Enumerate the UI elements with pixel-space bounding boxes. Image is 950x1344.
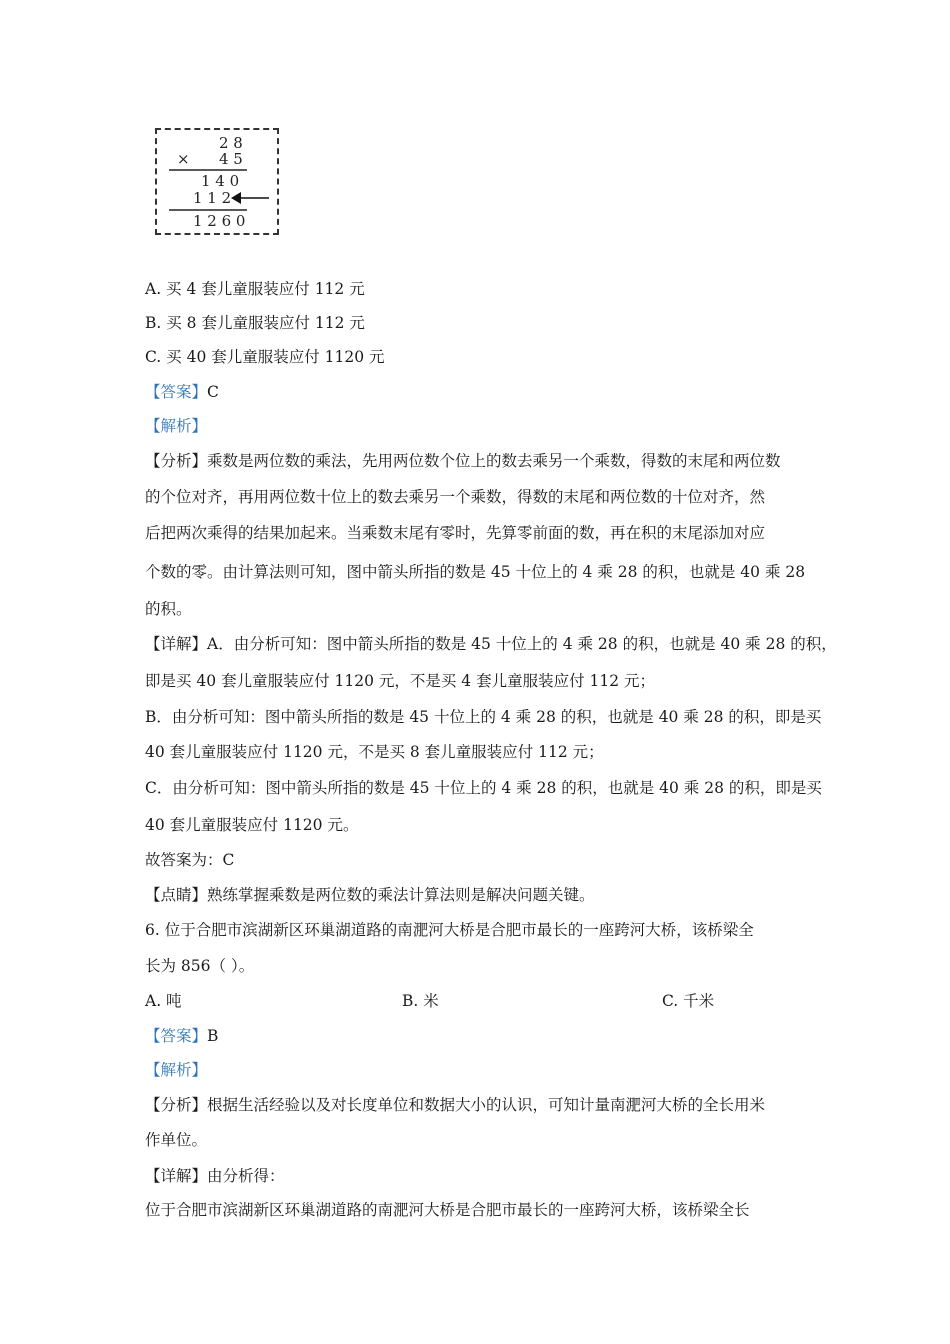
q5-xiangjie-line-6: 40 套儿童服装应付 1120 元。 [145, 816, 359, 834]
q6-option-a: A. 吨 [145, 992, 182, 1010]
q5-answer [145, 382, 219, 402]
answer-value: B [207, 1027, 219, 1045]
q5-xiangjie-line-3: B．由分析可知：图中箭头所指的数是 45 十位上的 4 乘 28 的积，也就是 40 乘 28 的积，即是买 [145, 708, 822, 726]
answer-tag: 【答案】 [145, 383, 208, 401]
xiangjie-text-1: A．由分析可知：图中箭头所指的数是 45 十位上的 4 乘 28 的积，也就是 40 乘 28 的积， [207, 635, 837, 653]
times-sign: × [177, 150, 190, 168]
xiangjie-tag: 【详解】 [145, 635, 208, 653]
q6-last-line: 位于合肥市滨湖新区环巢湖道路的南淝河大桥是合肥市最长的一座跨河大桥，该桥梁全长 [145, 1201, 750, 1219]
q6-option-c: C. 千米 [662, 992, 715, 1010]
q5-xiangjie-line-5: C．由分析可知：图中箭头所指的数是 45 十位上的 4 乘 28 的积，也就是 40 乘 28 的积，即是买 [145, 779, 822, 797]
q6-fenxi-line-1 [145, 1095, 765, 1115]
q6-jiexi-tag: 【解析】 [145, 1061, 208, 1079]
answer-tag: 【答案】 [145, 1027, 208, 1045]
q6-xiangjie [145, 1166, 285, 1186]
multiplicand: 2 8 [219, 134, 243, 152]
q5-option-c: C. 买 40 套儿童服装应付 1120 元 [145, 348, 385, 366]
xiangjie-tag: 【详解】 [145, 1167, 208, 1185]
multiplication-figure [155, 128, 279, 235]
q6-stem-line-1: 6. 位于合肥市滨湖新区环巢湖道路的南淝河大桥是合肥市最长的一座跨河大桥，该桥梁全 [145, 921, 754, 939]
q5-fenxi-line-1 [145, 451, 781, 471]
q5-dianjing [145, 885, 595, 905]
q6-option-b: B. 米 [402, 992, 439, 1010]
fenxi-text-1: 乘数是两位数的乘法，先用两位数个位上的数去乘另一个乘数，得数的末尾和两位数 [207, 452, 781, 470]
q5-xiangjie-line-4: 40 套儿童服装应付 1120 元，不是买 8 套儿童服装应付 112 元； [145, 743, 604, 761]
arrow-icon [231, 192, 269, 204]
q5-fenxi-line-2: 的个位对齐，再用两位数十位上的数去乘另一个乘数，得数的末尾和两位数的十位对齐，然 [145, 488, 766, 506]
multiplier: 4 5 [219, 150, 243, 168]
dianjing-tag: 【点睛】 [145, 886, 208, 904]
q6-answer [145, 1026, 218, 1046]
q5-fenxi-line-4: 个数的零。由计算法则可知，图中箭头所指的数是 45 十位上的 4 乘 28 的积，也就是 40 乘 28 [145, 563, 806, 581]
answer-value: C [207, 383, 219, 401]
fenxi-tag: 【分析】 [145, 452, 208, 470]
q5-option-b: B. 买 8 套儿童服装应付 112 元 [145, 314, 365, 332]
partial-product-2: 1 1 2 [193, 189, 232, 207]
q5-option-a: A. 买 4 套儿童服装应付 112 元 [145, 280, 365, 298]
q5-xiangjie-line-1 [145, 634, 837, 654]
fenxi-tag: 【分析】 [145, 1096, 208, 1114]
q5-fenxi-line-5: 的积。 [145, 600, 192, 618]
product-result: 1 2 6 0 [193, 212, 246, 230]
partial-product-1: 1 4 0 [201, 172, 240, 190]
q6-fenxi-line-2: 作单位。 [145, 1131, 208, 1149]
xiangjie-text: 由分析得： [207, 1167, 285, 1185]
q5-jiexi-tag: 【解析】 [145, 417, 208, 435]
dianjing-text: 熟练掌握乘数是两位数的乘法计算法则是解决问题关键。 [207, 886, 595, 904]
q5-fenxi-line-3: 后把两次乘得的结果加起来。当乘数末尾有零时，先算零前面的数，再在积的末尾添加对应 [145, 524, 766, 542]
q5-xiangjie-line-2: 即是买 40 套儿童服装应付 1120 元，不是买 4 套儿童服装应付 112 元； [145, 672, 656, 690]
q5-final-answer: 故答案为：C [145, 851, 235, 869]
fenxi-text-1: 根据生活经验以及对长度单位和数据大小的认识，可知计量南淝河大桥的全长用米 [207, 1096, 766, 1114]
multiplication-svg [157, 130, 281, 237]
q6-stem-line-2: 长为 856（ ）。 [145, 957, 255, 975]
